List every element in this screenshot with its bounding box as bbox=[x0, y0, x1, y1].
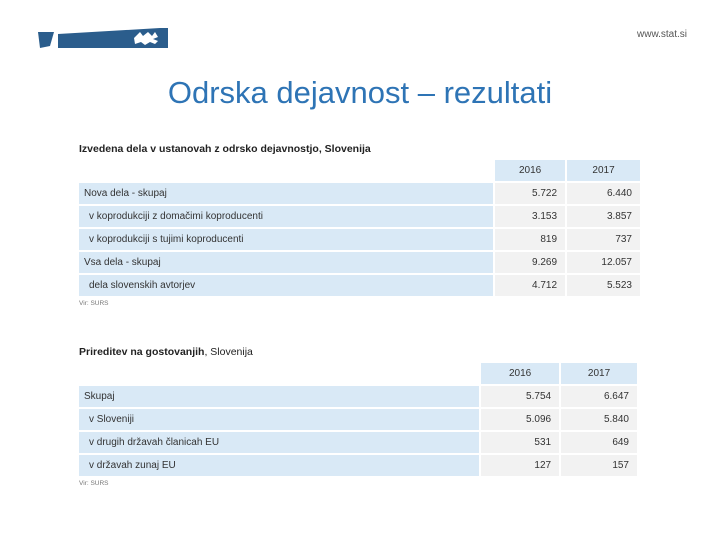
table1-caption-bold: Izvedena dela v ustanovah z odrsko dejavnostjo, Slovenija bbox=[79, 143, 371, 155]
cell-value: 4.712 bbox=[494, 274, 566, 297]
cell-value: 6.647 bbox=[560, 385, 638, 408]
table1-col-header: 2017 bbox=[566, 160, 641, 182]
row-label: v državah zunaj EU bbox=[79, 454, 480, 477]
table-row bbox=[79, 274, 641, 297]
cell-value: 819 bbox=[494, 228, 566, 251]
table1 bbox=[79, 160, 642, 298]
cell-value: 12.057 bbox=[566, 251, 641, 274]
cell-value: 3.857 bbox=[566, 205, 641, 228]
cell-value: 5.840 bbox=[560, 408, 638, 431]
row-label: v koprodukciji z domačimi koproducenti bbox=[79, 205, 494, 228]
cell-value: 531 bbox=[480, 431, 560, 454]
surs-logo bbox=[36, 24, 168, 52]
table2-block bbox=[79, 346, 639, 487]
table1-corner bbox=[79, 160, 494, 182]
cell-value: 6.440 bbox=[566, 182, 641, 205]
row-label: Vsa dela - skupaj bbox=[79, 251, 494, 274]
row-label: v Sloveniji bbox=[79, 408, 480, 431]
table-row bbox=[79, 182, 641, 205]
table2-corner bbox=[79, 363, 480, 385]
row-label: v koprodukciji s tujimi koproducenti bbox=[79, 228, 494, 251]
row-label: dela slovenskih avtorjev bbox=[79, 274, 494, 297]
table2-caption-bold: Prireditev na gostovanjih bbox=[79, 346, 205, 358]
row-label: Skupaj bbox=[79, 385, 480, 408]
row-label: Nova dela - skupaj bbox=[79, 182, 494, 205]
cell-value: 5.096 bbox=[480, 408, 560, 431]
table-row bbox=[79, 385, 638, 408]
table2-caption bbox=[79, 346, 639, 358]
cell-value: 5.722 bbox=[494, 182, 566, 205]
cell-value: 157 bbox=[560, 454, 638, 477]
table-row bbox=[79, 431, 638, 454]
table-row bbox=[79, 228, 641, 251]
table2-col-header: 2017 bbox=[560, 363, 638, 385]
slide-title: Odrska dejavnost – rezultati bbox=[167, 75, 553, 110]
cell-value: 127 bbox=[480, 454, 560, 477]
cell-value: 737 bbox=[566, 228, 641, 251]
table-row bbox=[79, 251, 641, 274]
table1-col-header: 2016 bbox=[494, 160, 566, 182]
table1-block bbox=[79, 143, 642, 307]
cell-value: 5.523 bbox=[566, 274, 641, 297]
table2-col-header: 2016 bbox=[480, 363, 560, 385]
table-row bbox=[79, 454, 638, 477]
cell-value: 649 bbox=[560, 431, 638, 454]
table-row bbox=[79, 205, 641, 228]
table-row bbox=[79, 408, 638, 431]
table1-header-row bbox=[79, 160, 641, 182]
table2-caption-rest: , Slovenija bbox=[204, 346, 253, 358]
table2-source: Vir: SURS bbox=[79, 480, 109, 487]
site-url[interactable]: www.stat.si bbox=[637, 29, 688, 40]
table1-source: Vir: SURS bbox=[79, 300, 109, 307]
cell-value: 3.153 bbox=[494, 205, 566, 228]
row-label: v drugih državah članicah EU bbox=[79, 431, 480, 454]
cell-value: 9.269 bbox=[494, 251, 566, 274]
cell-value: 5.754 bbox=[480, 385, 560, 408]
table2 bbox=[79, 363, 639, 478]
table2-header-row bbox=[79, 363, 638, 385]
table1-caption bbox=[79, 143, 642, 155]
